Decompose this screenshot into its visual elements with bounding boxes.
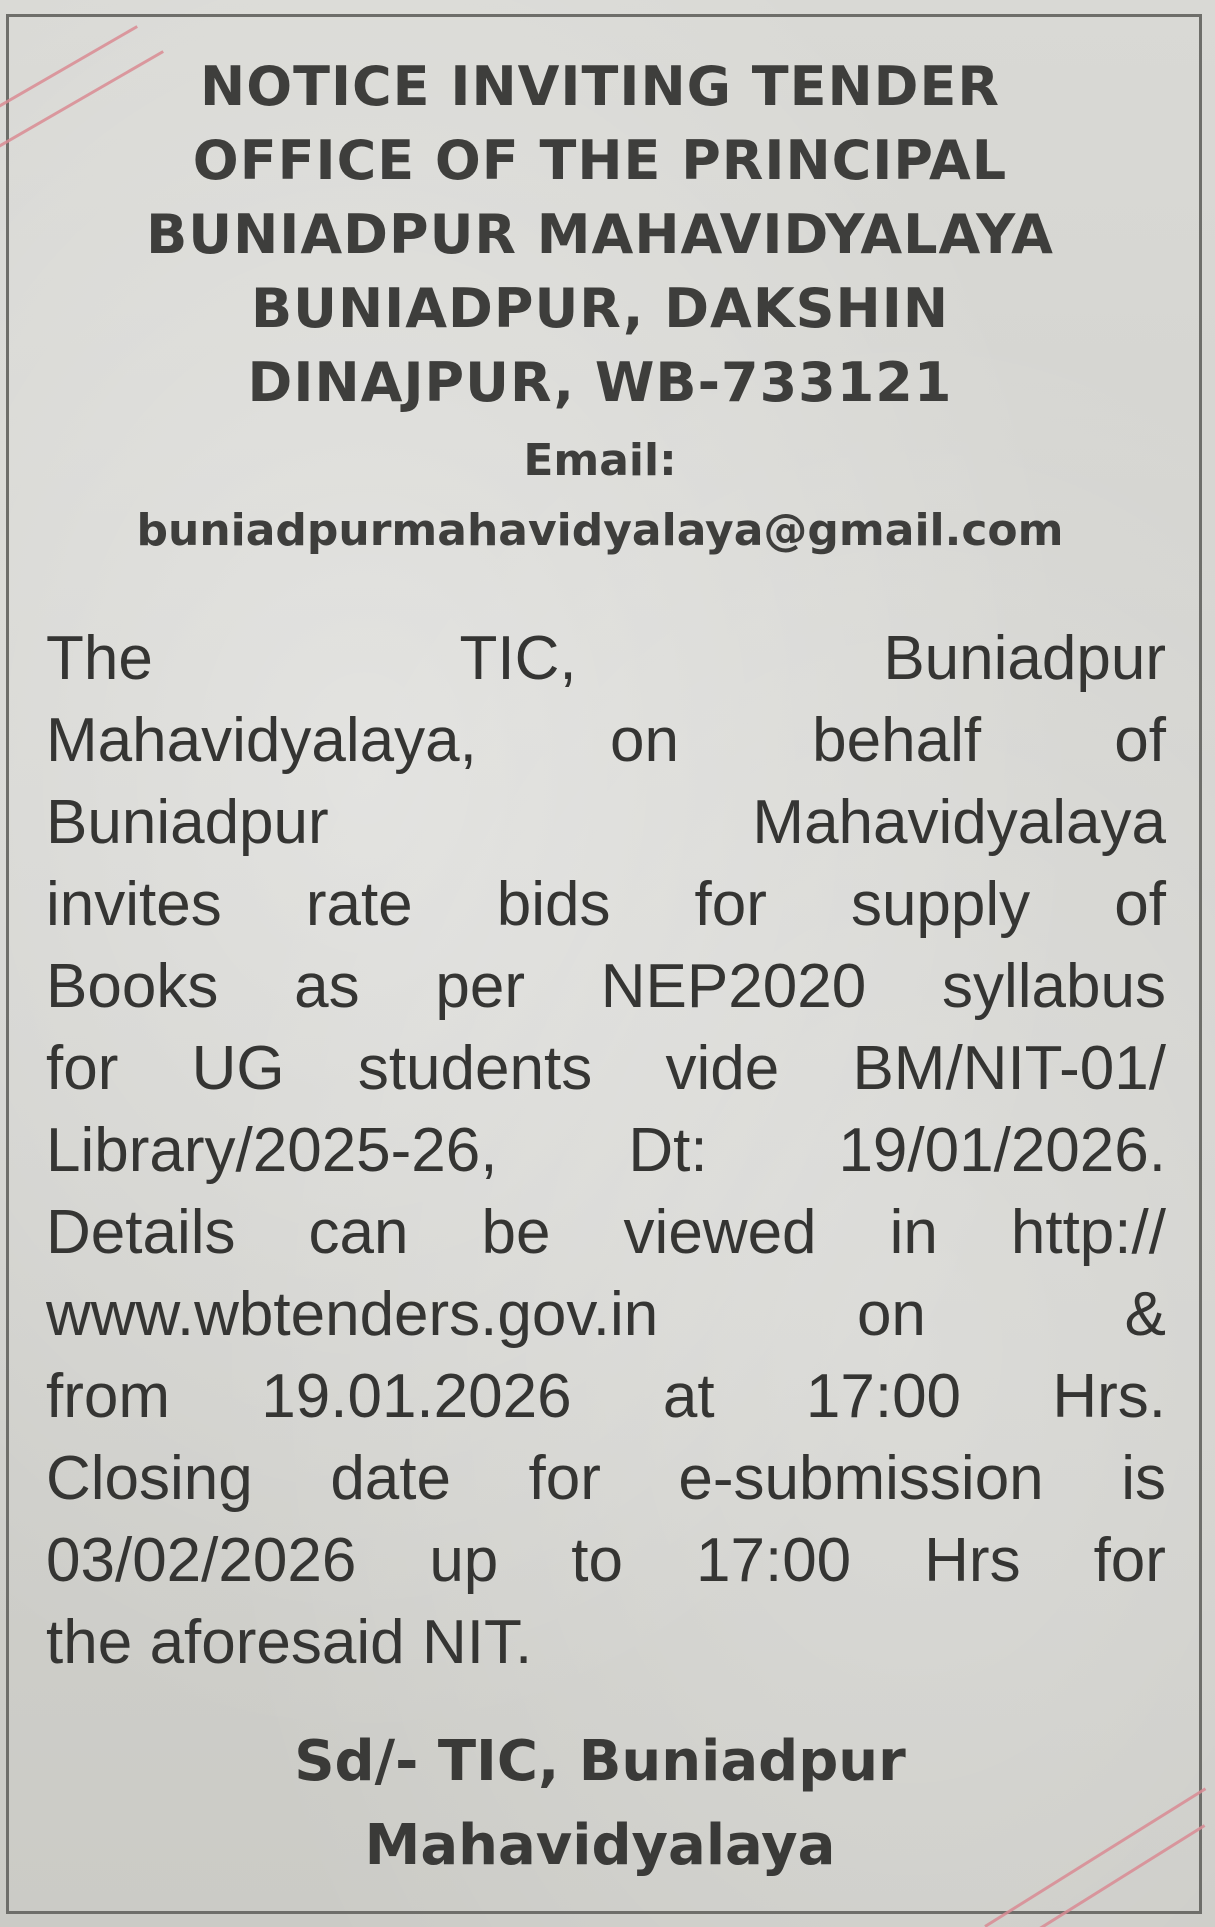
notice-body [46,618,1166,1684]
body-word: NIT. [421,1608,533,1677]
body-word: on [609,706,679,775]
body-word: Buniadpur [46,788,329,857]
body-line [46,1356,1166,1438]
body-word: for [694,870,767,939]
body-word: e-submission [678,1444,1044,1513]
body-line [46,946,1166,1028]
body-word: in [889,1198,938,1267]
body-line [46,1192,1166,1274]
body-line [46,1274,1166,1356]
body-word: www.wbtenders.gov.in [46,1280,659,1349]
body-word: BM/NIT-01/ [852,1034,1166,1103]
address-line-2: DINAJPUR, WB-733121 [247,351,953,414]
body-word: at [662,1362,715,1431]
body-line [46,618,1166,700]
body-word: to [571,1526,623,1595]
body-word: is [1121,1444,1166,1513]
body-line [46,1110,1166,1192]
office-name: OFFICE OF THE PRINCIPAL [192,129,1008,192]
signature-line-1: Sd/- TIC, Buniadpur [294,1729,906,1794]
body-word: for [528,1444,601,1513]
body-line [46,864,1166,946]
body-word: behalf [812,706,982,775]
body-line [46,1028,1166,1110]
body-word: Dt: [628,1116,708,1185]
body-line [46,782,1166,864]
body-word: of [1114,870,1166,939]
body-word: on [856,1280,926,1349]
body-word: Books [46,952,219,1021]
body-word: the [46,1608,133,1677]
body-line [46,1520,1166,1602]
body-word: date [330,1444,451,1513]
body-word: NEP2020 [600,952,867,1021]
body-word: 19/01/2026. [838,1116,1166,1185]
body-word: can [308,1198,409,1267]
body-word: Hrs [924,1526,1021,1595]
body-word: from [46,1362,170,1431]
body-word: 19.01.2026 [261,1362,572,1431]
notice-title: NOTICE INVITING TENDER [200,55,1000,118]
body-word: The [46,624,153,693]
body-word: 03/02/2026 [46,1526,357,1595]
body-word: Mahavidyalaya [752,788,1166,857]
body-word: Hrs. [1052,1362,1166,1431]
body-word: for [46,1034,119,1103]
body-word: & [1124,1280,1166,1349]
body-word: 17:00 [696,1526,852,1595]
body-line [46,700,1166,782]
body-word: for [1093,1526,1166,1595]
body-word: viewed [623,1198,817,1267]
email-address: buniadpurmahavidyalaya@gmail.com [136,505,1064,556]
body-word: http:// [1010,1198,1166,1267]
body-word: as [294,952,360,1021]
body-word: Mahavidyalaya, [46,706,477,775]
body-word: of [1114,706,1166,775]
signature-block [40,1720,1160,1888]
body-word: supply [850,870,1031,939]
body-word: 17:00 [805,1362,962,1431]
email-label: Email: [523,435,677,486]
body-word: Closing [46,1444,253,1513]
body-word: students [357,1034,593,1103]
address-line-1: BUNIADPUR, DAKSHIN [250,277,950,340]
body-word: invites [46,870,222,939]
body-word: bids [496,870,611,939]
body-line [46,1602,1166,1684]
body-word: syllabus [941,952,1166,1021]
body-word: per [435,952,525,1021]
body-word: be [481,1198,551,1267]
body-word: UG [191,1034,285,1103]
body-word: up [429,1526,499,1595]
body-word: Buniadpur [883,624,1166,693]
signature-line-2: Mahavidyalaya [364,1813,836,1878]
notice-header [40,50,1160,564]
body-line [46,1438,1166,1520]
body-word: Details [46,1198,236,1267]
body-word: TIC, [459,624,577,693]
body-word: rate [305,870,413,939]
body-word: vide [665,1034,780,1103]
body-word: aforesaid [149,1608,405,1677]
body-word: Library/2025-26, [46,1116,498,1185]
college-name: BUNIADPUR MAHAVIDYALAYA [146,203,1054,266]
